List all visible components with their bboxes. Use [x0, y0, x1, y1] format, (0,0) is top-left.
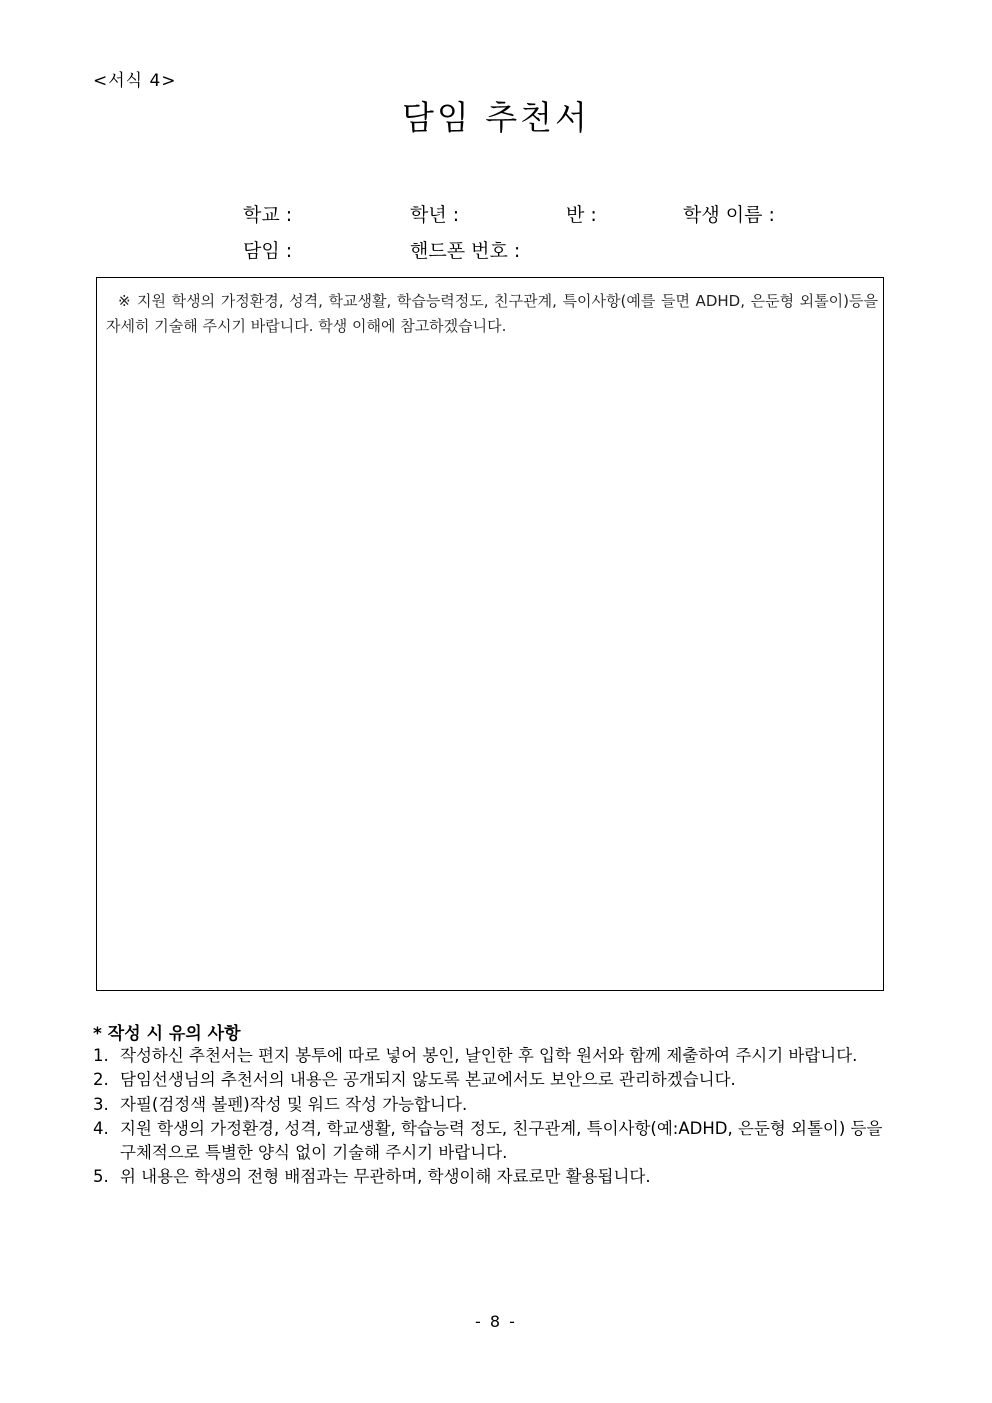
- recommendation-text-area[interactable]: [96, 277, 884, 991]
- box-instruction-note: ※ 지원 학생의 가정환경, 성격, 학교생활, 학습능력정도, 친구관계, 특이사항(예를 들면 ADHD, 은둔형 외톨이)등을 자세히 기술해 주시기 바랍니다. 학생 이해에 참고하겠습니다.: [106, 292, 878, 335]
- document-title: 담임 추천서: [402, 98, 590, 137]
- phone-field-label: 핸드폰 번호 :: [410, 240, 521, 262]
- note-number: 3.: [93, 1094, 109, 1114]
- note-number: 2.: [93, 1070, 109, 1090]
- note-number: 5.: [93, 1167, 109, 1187]
- homeroom-teacher-field-label: 담임 :: [243, 240, 293, 262]
- note-item: [93, 1093, 899, 1117]
- note-number: 1.: [93, 1046, 109, 1065]
- note-item: [93, 1117, 899, 1166]
- notes-heading: * 작성 시 유의 사항: [93, 1024, 241, 1044]
- note-text: 자필(검정색 볼펜)작성 및 워드 작성 가능합니다.: [120, 1094, 468, 1114]
- note-item: [93, 1068, 899, 1092]
- notes-list: [93, 1044, 899, 1190]
- class-field-label: 반 :: [566, 204, 597, 226]
- student-name-field-label: 학생 이름 :: [683, 204, 775, 226]
- note-text: 담임선생님의 추천서의 내용은 공개되지 않도록 본교에서도 보안으로 관리하겠습니다.: [120, 1070, 736, 1090]
- note-number: 4.: [93, 1118, 109, 1138]
- grade-field-label: 학년 :: [410, 204, 460, 226]
- form-number: <서식 4>: [93, 71, 177, 91]
- school-field-label: 학교 :: [243, 204, 293, 226]
- note-item: [93, 1165, 899, 1189]
- note-item: [93, 1044, 899, 1068]
- note-text: 작성하신 추천서는 편지 봉투에 따로 넣어 봉인, 날인한 후 입학 원서와 함께 제출하여 주시기 바랍니다.: [120, 1046, 858, 1065]
- note-text: 위 내용은 학생의 전형 배점과는 무관하며, 학생이해 자료로만 활용됩니다.: [120, 1167, 651, 1187]
- page-number: - 8 -: [475, 1312, 517, 1331]
- note-text: 지원 학생의 가정환경, 성격, 학교생활, 학습능력 정도, 친구관계, 특이사항(예:ADHD, 은둔형 외톨이) 등을 구체적으로 특별한 양식 없이 기술해 주시기 바랍니다.: [120, 1118, 883, 1163]
